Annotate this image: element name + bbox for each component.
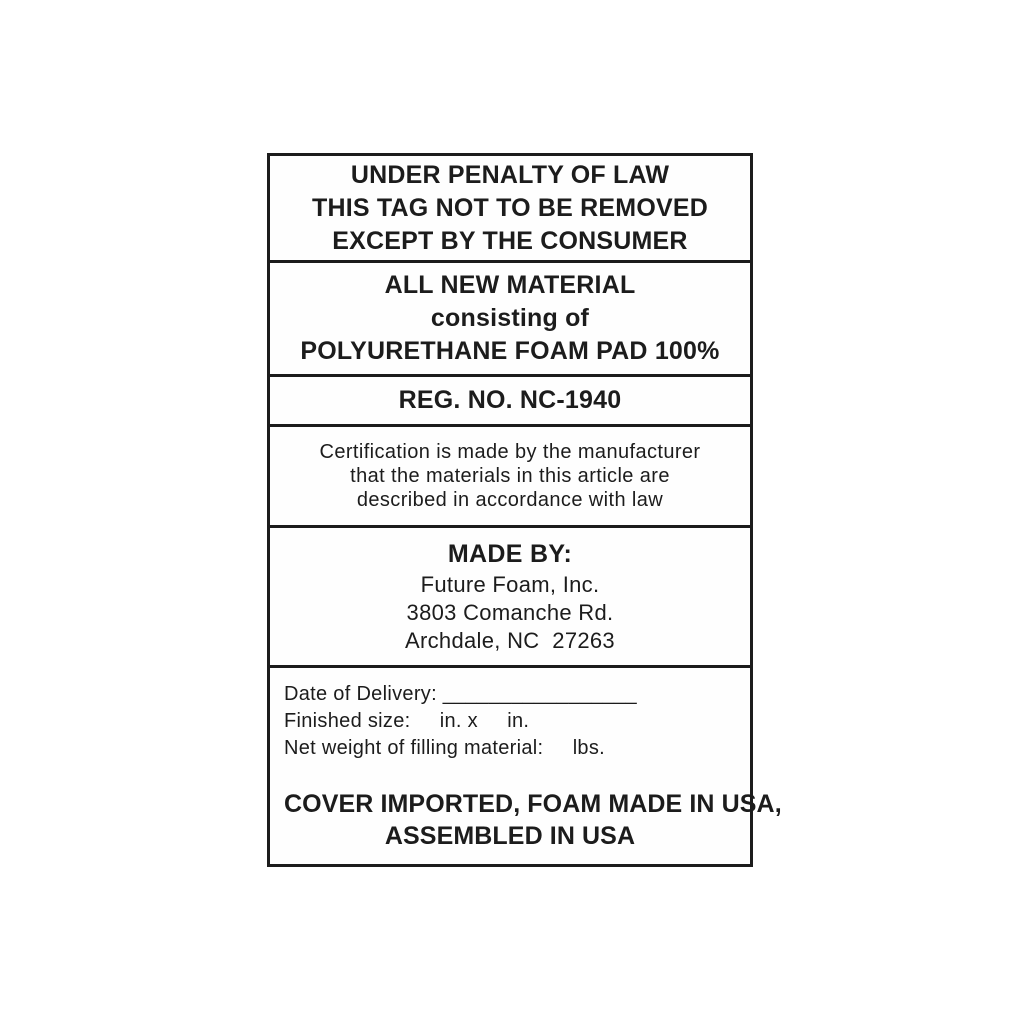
origin-line-1: COVER IMPORTED, FOAM MADE IN USA, bbox=[284, 790, 782, 818]
registration-number: REG. NO. NC-1940 bbox=[398, 386, 622, 414]
registration-section bbox=[270, 377, 750, 427]
material-line-1: ALL NEW MATERIAL bbox=[384, 271, 636, 299]
net-weight-line: Net weight of filling material: lbs. bbox=[284, 737, 606, 759]
material-line-3: POLYURETHANE FOAM PAD 100% bbox=[300, 337, 720, 365]
origin-statement bbox=[284, 788, 782, 854]
spacer bbox=[284, 762, 736, 788]
material-line-2: consisting of bbox=[430, 304, 590, 332]
certification-line-3: described in accordance with law bbox=[356, 489, 664, 511]
law-label-tag bbox=[267, 153, 782, 867]
certification-line-1: Certification is made by the manufacturer bbox=[319, 441, 701, 463]
material-section bbox=[270, 263, 750, 377]
date-of-delivery-line: Date of Delivery: _________________ bbox=[284, 683, 637, 705]
made-by-heading: MADE BY: bbox=[447, 539, 573, 568]
penalty-line-2: THIS TAG NOT TO BE REMOVED bbox=[312, 193, 708, 222]
manufacturer-name: Future Foam, Inc. bbox=[420, 571, 600, 597]
finished-size-line: Finished size: in. x in. bbox=[284, 710, 530, 732]
certification-section bbox=[270, 427, 750, 528]
penalty-line-3: EXCEPT BY THE CONSUMER bbox=[332, 226, 688, 255]
manufacturer-street: 3803 Comanche Rd. bbox=[406, 599, 614, 625]
penalty-line-1: UNDER PENALTY OF LAW bbox=[350, 160, 670, 189]
fill-info-section bbox=[270, 668, 782, 864]
certification-line-2: that the materials in this article are bbox=[350, 465, 670, 487]
manufacturer-city-state-zip: Archdale, NC 27263 bbox=[405, 627, 615, 653]
penalty-section bbox=[270, 156, 750, 263]
origin-line-2: ASSEMBLED IN USA bbox=[384, 822, 636, 850]
made-by-section bbox=[270, 528, 750, 668]
